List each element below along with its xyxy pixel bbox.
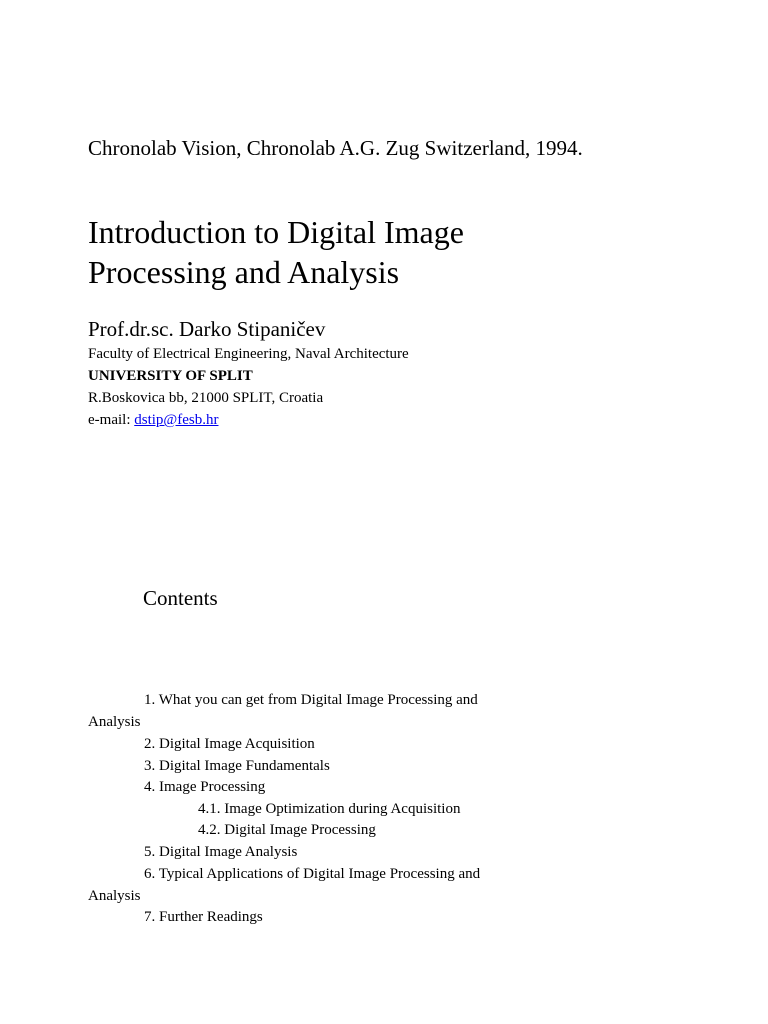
toc-item-1-continuation: Analysis [88, 714, 141, 730]
contents-heading: Contents [143, 586, 218, 610]
document-source-line: Chronolab Vision, Chronolab A.G. Zug Switzerland, 1994. [88, 136, 583, 160]
address-line: R.Boskovica bb, 21000 SPLIT, Croatia [88, 390, 324, 406]
toc-item-4-2: 4.2. Digital Image Processing [198, 822, 376, 838]
toc-item-4: 4. Image Processing [144, 779, 266, 795]
toc-item-7: 7. Further Readings [144, 909, 263, 925]
toc-item-2: 2. Digital Image Acquisition [144, 736, 315, 752]
toc-item-6: 6. Typical Applications of Digital Image Processing and [144, 866, 481, 882]
document-title [88, 212, 648, 292]
toc-item-1: 1. What you can get from Digital Image Processing and [144, 692, 478, 708]
university-line: UNIVERSITY OF SPLIT [88, 368, 253, 384]
author-name: Prof.dr.sc. Darko Stipaničev [88, 317, 326, 341]
toc-item-4-1: 4.1. Image Optimization during Acquisition [198, 801, 461, 817]
faculty-line: Faculty of Electrical Engineering, Naval Architecture [88, 346, 409, 362]
email-line [88, 410, 218, 430]
title-line-2: Processing and Analysis [88, 254, 400, 290]
email-label: e-mail: [88, 412, 135, 428]
toc-item-3: 3. Digital Image Fundamentals [144, 758, 330, 774]
toc-item-6-continuation: Analysis [88, 888, 141, 904]
toc-item-5: 5. Digital Image Analysis [144, 844, 298, 860]
title-line-1: Introduction to Digital Image [88, 214, 464, 250]
email-link[interactable]: dstip@fesb.hr [134, 412, 219, 428]
